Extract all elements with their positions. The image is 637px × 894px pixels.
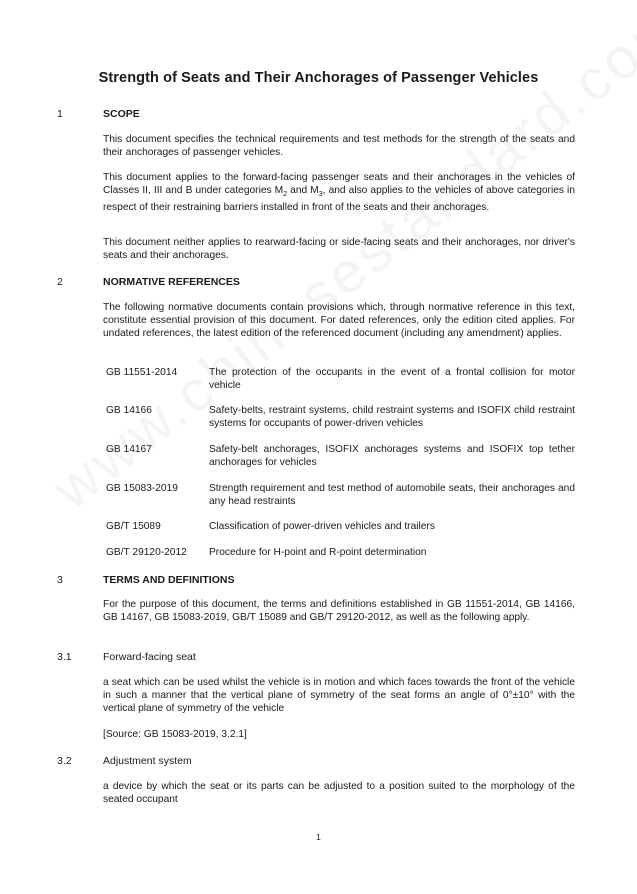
- section-number: 2: [57, 276, 63, 288]
- section-heading-normative-references: NORMATIVE REFERENCES: [103, 276, 240, 288]
- reference-title: Strength requirement and test method of automobile seats, their anchorages and any head restraints: [209, 483, 575, 507]
- reference-title: Classification of power-driven vehicles and trailers: [209, 521, 435, 532]
- term-definition: a seat which can be used whilst the vehicle is in motion and which faces towards the front of the vehicle in such a manner that the vertical plane of symmetry of the seat forms an angle of 0°±10° with the vertical plane of symmetry of the vehicle: [103, 677, 575, 714]
- term-definition: a device by which the seat or its parts can be adjusted to a position suited to the morphology of the seated occupant: [103, 781, 575, 805]
- terms-intro: For the purpose of this document, the terms and definitions established in GB 11551-2014, GB 14166, GB 14167, GB 15083-2019, GB/T 15089 and GB/T 29120-2012, as well as the following apply.: [103, 599, 575, 623]
- reference-title: Safety-belt anchorages, ISOFIX anchorages systems and ISOFIX top tether anchorages for vehicles: [209, 444, 575, 468]
- section-number: 1: [57, 108, 63, 120]
- subsection-number: 3.2: [57, 755, 72, 767]
- document-title: Strength of Seats and Their Anchorages of Passenger Vehicles: [98, 70, 539, 86]
- reference-title: Safety-belts, restraint systems, child restraint systems and ISOFIX child restraint systems for occupants of power-driven vehicles: [209, 405, 575, 429]
- reference-code: GB/T 15089: [106, 521, 161, 532]
- reference-code: GB/T 29120-2012: [106, 547, 187, 558]
- reference-code: GB 11551-2014: [106, 367, 178, 378]
- normative-references-intro: The following normative documents contain provisions which, through normative reference in this text, constitute essential provision of this document. For dated references, only the edition cited applies. For undated references, the latest edition of the referenced document (including any amendment) applies.: [103, 302, 575, 339]
- reference-title: The protection of the occupants in the event of a frontal collision for motor vehicle: [209, 367, 575, 391]
- reference-title: Procedure for H-point and R-point determination: [209, 547, 427, 558]
- page-number: 1: [316, 832, 321, 842]
- section-heading-scope: SCOPE: [103, 108, 140, 120]
- scope-paragraph-3: This document neither applies to rearward-facing or side-facing seats and their anchorages, nor driver's seats and their anchorages.: [103, 237, 575, 261]
- subsection-number: 3.1: [57, 651, 72, 663]
- term-forward-facing-seat: Forward-facing seat: [103, 651, 196, 663]
- section-heading-terms-and-definitions: TERMS AND DEFINITIONS: [103, 574, 235, 586]
- section-number: 3: [57, 574, 63, 586]
- reference-code: GB 14166: [106, 405, 152, 416]
- reference-code: GB 14167: [106, 444, 152, 455]
- term-source: [Source: GB 15083-2019, 3.2.1]: [103, 729, 247, 740]
- reference-code: GB 15083-2019: [106, 483, 178, 494]
- scope-paragraph-2: This document applies to the forward-facing passenger seats and their anchorages in the vehicles of Classes II, III and B under categories $M_2$ and $M_3$, and also applies to the vehicles of above categories in respect of their restraining barriers installed in front of the seats and their anchorages.: [103, 172, 575, 213]
- term-adjustment-system: Adjustment system: [103, 755, 192, 767]
- scope-paragraph-1: This document specifies the technical requirements and test methods for the strength of the seats and their anchorages of passenger vehicles.: [103, 134, 575, 158]
